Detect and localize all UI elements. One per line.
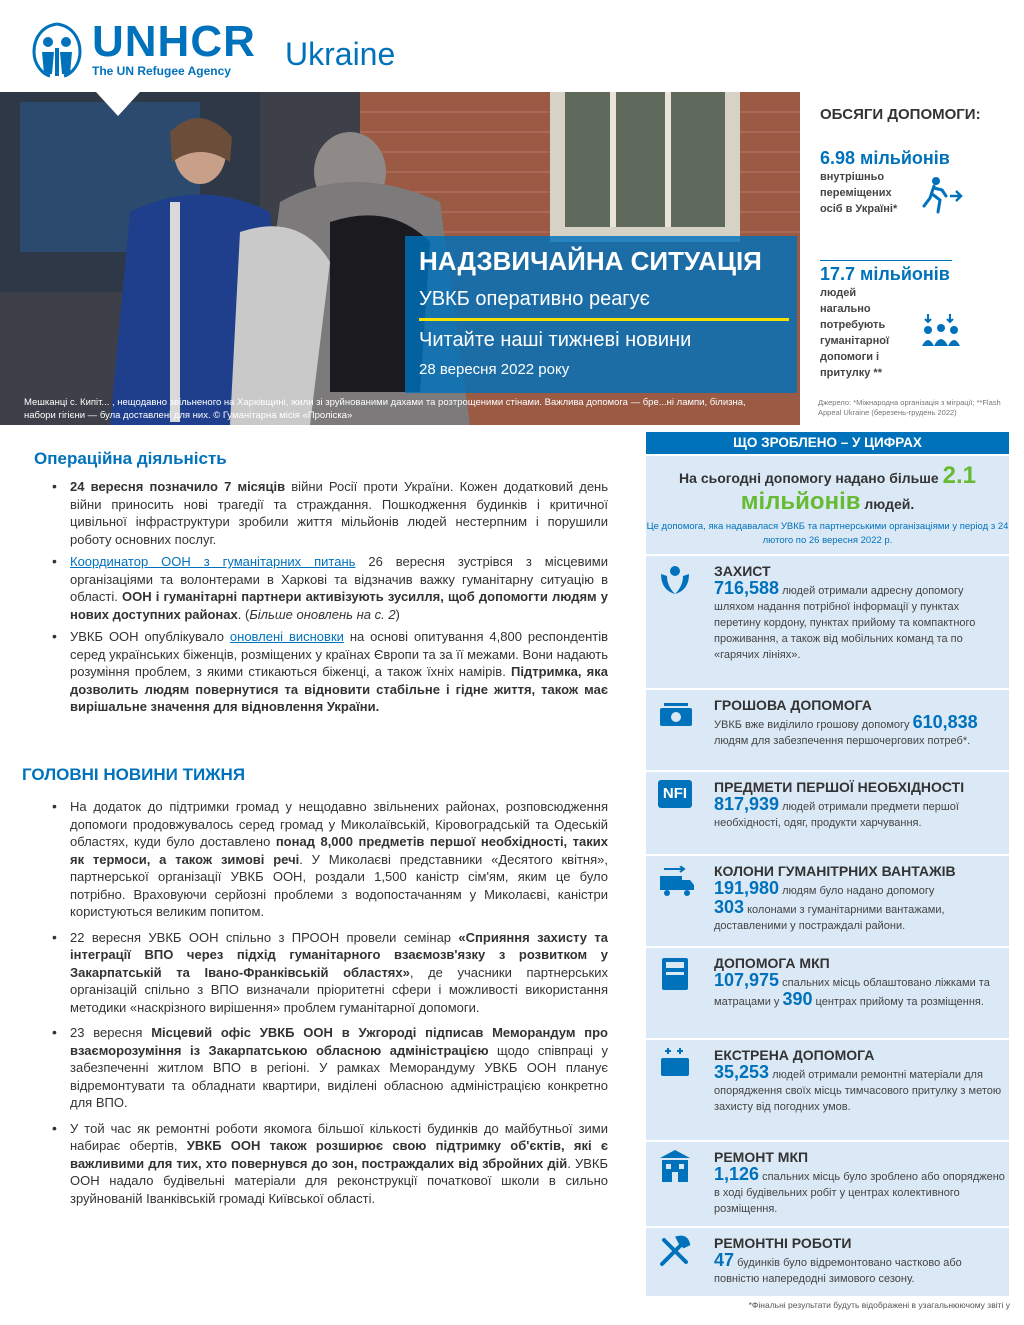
category-nfi — [646, 772, 1009, 854]
news-item — [48, 1024, 608, 1112]
category-number: 817,939 — [714, 794, 780, 814]
category-title: ПРЕДМЕТИ ПЕРШОЇ НЕОБХІДНОСТІ — [714, 779, 965, 795]
category-desc: людям для забезпечення першочергових потреб*. — [714, 735, 971, 747]
page-header — [0, 0, 1024, 92]
category-title: РЕМОНТНІ РОБОТИ — [714, 1235, 852, 1251]
category-cc-repair — [646, 1142, 1009, 1226]
category-repairs — [646, 1228, 1009, 1296]
banner-title: НАДЗВИЧАЙНА СИТУАЦІЯ — [419, 246, 762, 276]
banner-divider — [419, 318, 789, 321]
need-number: 17.7 мільйонів — [820, 264, 950, 284]
idp-text: внутрішньо переміщених осіб в Україні* — [820, 171, 898, 215]
country-name: Ukraine — [285, 36, 396, 72]
news-item-text: . У Миколаєві представники «Десятого квітня», партнерської організації УВКБ ООН, роздали 1,500 каністр сім'ям, яким це було потрібно. Враховуючи серйозні проблеми з водопостачанням у Миколаєві, каністри користуються великим попитом. — [70, 851, 608, 919]
updated-findings-link[interactable]: оновлені висновки — [229, 629, 344, 644]
category-body — [714, 778, 1006, 831]
news-item-text: У той час як ремонтні роботи якомога більшої кількості будинків до майбутньої зими набирає обертів, — [70, 1120, 608, 1153]
ops-item-bold: ООН і гуманітарні партнери активізують зусилля, щоб допомогти людям у нових доступних районах — [70, 589, 609, 622]
ops-heading: Операційна діяльність — [34, 449, 227, 468]
category-number: 47 — [714, 1250, 735, 1270]
ops-item-text: 26 вересня зустрівся з місцевими організаціями та волонтерами в Харкові та відзначив важку гуманітарну ситуацію в області. — [70, 554, 608, 604]
category-text — [714, 972, 1006, 1010]
category-protection — [646, 556, 1009, 688]
category-number-2: 303 — [714, 897, 745, 917]
category-number: 35,253 — [714, 1062, 770, 1082]
shelter-icon — [660, 956, 690, 992]
org-name: UNHCR — [92, 17, 256, 66]
ops-item-text: ) — [395, 606, 400, 622]
category-text — [714, 1252, 1006, 1287]
ops-item-italic: Більше оновлень на с. 2 — [249, 606, 396, 622]
category-desc: людей отримали ремонтні матеріали для опорядження своїх місць тимчасового притулку з метою захисту від погодних умов. — [714, 1069, 1002, 1113]
news-item-bold: понад 8,000 предметів першої необхідності, таких як термоси, а також зимові речі — [70, 834, 608, 867]
ops-item-bold: 24 вересня позначило 7 місяців — [70, 479, 286, 494]
news-list — [48, 798, 608, 1212]
running-person-icon — [922, 176, 964, 216]
header-notch — [96, 92, 140, 116]
category-pre: УВКБ вже виділило грошову допомогу — [714, 719, 913, 731]
category-convoys — [646, 856, 1009, 946]
category-number: 1,126 — [714, 1164, 760, 1184]
tools-icon — [658, 1234, 692, 1268]
figure-divider — [820, 260, 952, 261]
news-item-text: На додаток до підтримки громад у нещодавно звільнених районах, розповсюдження допомоги продовжувалось серед громад у Миколаївській, Кіровоградській та Одеській областях, куди було доставлено — [70, 799, 608, 849]
need-text: людей нагально потребують гуманітарної допомоги і притулку ** — [820, 287, 890, 379]
banner-date: 28 вересня 2022 року — [419, 361, 570, 378]
category-cash — [646, 690, 1009, 770]
unhcr-logo — [28, 17, 256, 78]
emergency-icon — [658, 1046, 692, 1080]
category-cc-assistance — [646, 948, 1009, 1038]
category-title: ЗАХИСТ — [714, 563, 771, 579]
category-body — [714, 954, 1006, 1010]
category-title: ГРОШОВА ДОПОМОГА — [714, 697, 872, 713]
category-emergency — [646, 1040, 1009, 1140]
protection-icon — [658, 562, 692, 596]
category-desc-2: центрах прийому та розміщення. — [812, 996, 984, 1008]
category-text — [714, 1064, 1006, 1115]
news-item-text: 22 вересня УВКБ ООН спільно з ПРООН провели семінар — [70, 929, 459, 945]
ops-item — [48, 628, 608, 716]
category-desc: спальних місць облаштовано ліжками та матрацами у — [714, 977, 990, 1008]
category-number: 107,975 — [714, 970, 780, 990]
news-item — [48, 929, 608, 1017]
summary-big-number: 2.1 мільйонів — [740, 462, 976, 515]
category-text — [714, 796, 1006, 831]
category-body — [714, 1046, 1006, 1115]
ops-item — [48, 478, 608, 548]
category-desc: людям було надано допомогу — [779, 885, 935, 897]
category-title: КОЛОНИ ГУМАНІТРНИХ ВАНТАЖІВ — [714, 863, 956, 879]
nfi-icon: NFI — [658, 780, 692, 808]
unhcr-emblem-icon — [28, 22, 86, 78]
category-desc: спальних місць було зроблено або опоряджено в ході будівельних робіт у центрах колективного розміщення. — [714, 1171, 1005, 1215]
category-text — [714, 880, 1006, 934]
category-body — [714, 562, 1006, 663]
summary-post: людей. — [864, 496, 915, 512]
news-item-text: щодо співпраці у забезпеченні житлом ВПО в регіоні. У рамках Меморандуму УВКБ ООН планує відремонтувати та обладнати квартири, виділені обласною адміністрацією конкретно для ВПО. — [70, 1042, 609, 1110]
summary-line — [646, 464, 1009, 516]
news-item-bold: «Сприяння захисту та інтеграції ВПО через підхід гуманітарного взаємозв'язку з розвитком у Закарпатській та Івано-Франківській областях» — [70, 929, 608, 980]
category-number-2: 390 — [782, 989, 813, 1009]
photo-caption: Мешканці с. Кипіт... , нещодавно звільненого на Харківщині, жили зі зруйнованими дахами та розтрощеними стінами. Важлива допомога — бре...ні лампи, білизна, набори гігієни — була доставлені для них. © Гуманітарна місія «Проліска» — [24, 397, 746, 421]
category-body — [714, 862, 1006, 934]
category-text — [714, 1166, 1006, 1217]
news-item-bold: УВКБ ООН також розширює свою підтримку об'єктів, які є важливими для тих, хто повернувся до зон, постраждалих від збройних дій — [70, 1138, 609, 1171]
numbers-summary — [646, 456, 1009, 554]
building-icon — [658, 1148, 692, 1184]
banner-news-link[interactable]: Читайте наші тижневі новини — [419, 329, 692, 351]
news-item-text: 23 вересня — [70, 1025, 152, 1040]
ops-list — [48, 478, 608, 721]
category-text — [714, 714, 1006, 749]
category-desc-2: колонами з гуманітарними вантажами, доставленими у постраждалі райони. — [714, 904, 945, 932]
category-desc: людей отримали предмети першої необхідності, одяг, продукти харчування. — [714, 801, 959, 829]
category-body — [714, 1148, 1006, 1217]
banner-subtitle: УВКБ оперативно реагує — [419, 288, 650, 310]
category-number: 610,838 — [912, 712, 978, 732]
news-item-text: . УВКБ ООН надало будівельні матеріали для реконструкції початкової школи в сильно зруйнованій Іванківській громаді Київської області. — [70, 1155, 608, 1206]
news-item — [48, 798, 608, 921]
cash-icon — [658, 700, 694, 730]
category-desc: будинків було відремонтовано частково або повністю напередодні зимового сезону. — [714, 1257, 962, 1285]
category-title: РЕМОНТ МКП — [714, 1149, 809, 1165]
category-title: ДОПОМОГА МКП — [714, 955, 830, 971]
numbers-heading: ЩО ЗРОБЛЕНО – У ЦИФРАХ — [646, 432, 1009, 454]
side-title: ОБСЯГИ ДОПОМОГИ: — [820, 106, 981, 123]
ops-item — [48, 553, 608, 623]
emergency-banner — [405, 236, 797, 393]
humanitarian-coordinator-link[interactable]: Координатор ООН з гуманітарних питань — [70, 554, 356, 569]
ops-item-bold: Підтримка, яка дозволить людям повернутися та відновити стабільне і гідне життя, також має вирішальне значення для відновлення України. — [70, 664, 609, 714]
ops-item-text: УВКБ ООН опублікувало — [70, 629, 230, 644]
news-item-bold: Місцевий офіс УВКБ ООН в Ужгороді підписав Меморандум про взаєморозуміння із Закарпатською обласною адміністрацією — [70, 1025, 608, 1058]
news-item — [48, 1120, 608, 1208]
ops-item-text: на основі опитування 4,800 респондентів серед українських біженців, розміщених у країнах Європи та за її межами. Вони надають розуміння проблем, з якими стикаються біженці, а також їхніх намірів. — [70, 629, 608, 679]
people-in-need-icon — [920, 312, 962, 348]
news-item-text: , де учасники партнерських організацій спільно з ВПО визначали пріоритетні сфери і можливості використання методики «наскрізного вирішення» проблем гуманітарної допомоги. — [70, 964, 609, 1015]
category-title: ЕКСТРЕНА ДОПОМОГА — [714, 1047, 875, 1063]
summary-note: Це допомога, яка надавалася УВКБ та партнерськими організаціями у період з 24 лютого по 26 вересня 2022 р. — [646, 521, 1009, 546]
ops-item-text: . ( — [237, 606, 250, 622]
category-text — [714, 580, 1006, 663]
category-number: 716,588 — [714, 578, 780, 598]
news-heading: ГОЛОВНІ НОВИНИ ТИЖНЯ — [22, 765, 246, 784]
ops-item-text: війни Росії проти України. Кожен додатковий день війни приносить нові трагедії та страждання. Пошкодження будинків і критичної цивільної інфраструктури зробили життя мільйонів людей нестерпним і порушили роботу основних послуг. — [70, 479, 609, 547]
summary-pre: На сьогодні допомогу надано більше — [679, 470, 939, 486]
side-source-note: Джерело: *Міжнародна організація з міграції; **Flash Appeal Ukraine (березень-грудень 2022) — [818, 398, 1001, 417]
category-desc: людей отримали адресну допомогу шляхом надання потрібної інформації у пунктах перетину кордону, пунктах прийому та компактного проживання, а також від мобільних команд та по «гарячих лініях». — [714, 585, 976, 661]
category-body — [714, 1234, 1006, 1287]
category-number: 191,980 — [714, 878, 780, 898]
org-subtitle: The UN Refugee Agency — [92, 64, 231, 78]
category-body — [714, 696, 1006, 749]
truck-icon — [658, 866, 696, 898]
idp-number: 6.98 мільйонів — [820, 148, 950, 168]
footnote: *Фінальні результати будуть відображені в узагальнюючому звіті у — [748, 1300, 1010, 1310]
